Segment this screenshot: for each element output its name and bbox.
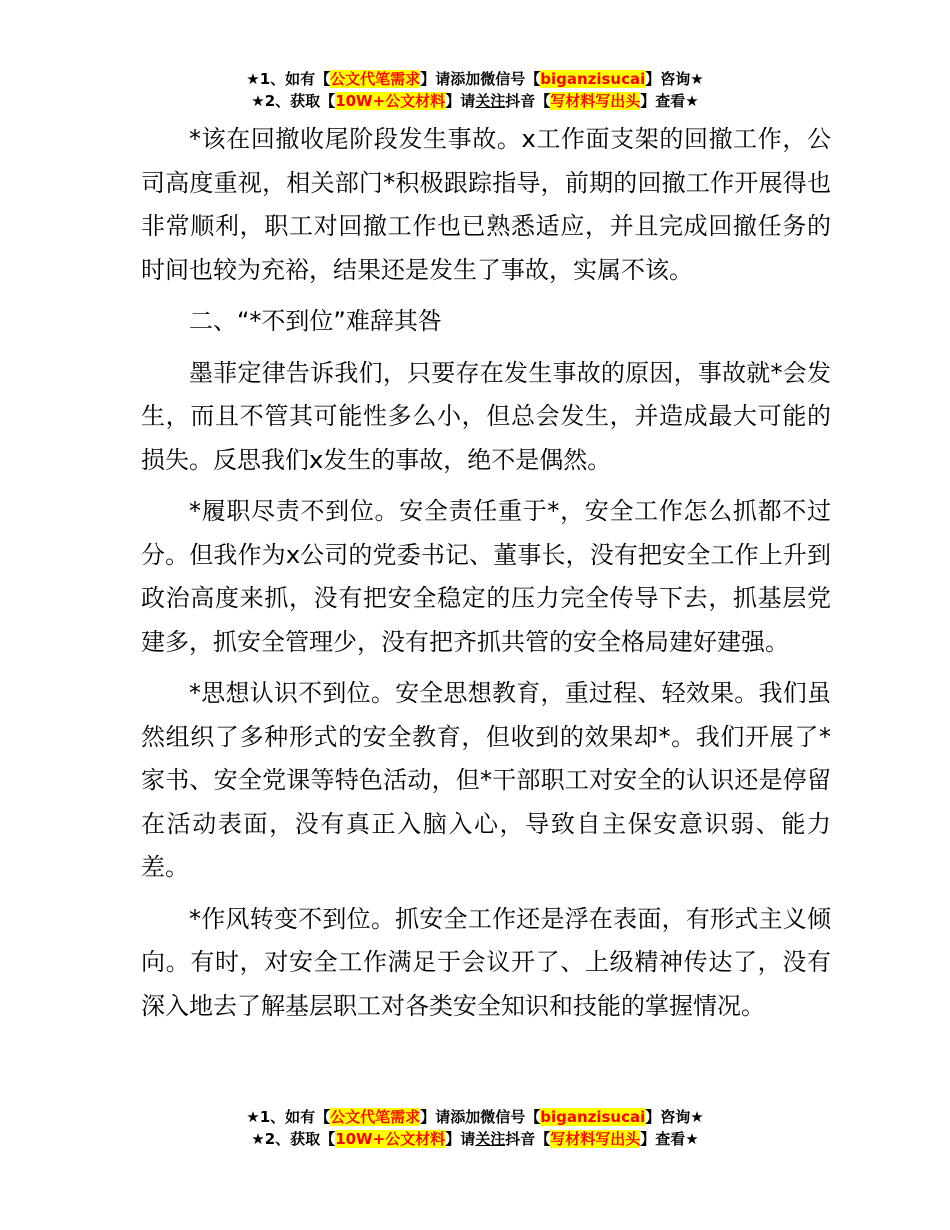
header-line2-middle1: 】请 (445, 92, 476, 110)
footer-highlight-materials: 10W+公文材料 (335, 1130, 446, 1148)
footer-highlight-ghostwriting: 公文代笔需求 (330, 1108, 421, 1126)
header-promo-line-2 (0, 90, 950, 112)
body-paragraph: *作风转变不到位。抓安全工作还是浮在表面，有形式主义倾向。有时，对安全工作满足于会议开了、上级精神传达了，没有深入地去了解基层职工对各类安全知识和技能的掌握情况。 (141, 904, 831, 1020)
header-promo-line-1 (0, 68, 950, 90)
footer-line2-middle2: 抖音【 (505, 1130, 551, 1148)
footer-line2-suffix: 】查看★ (640, 1130, 699, 1148)
footer-promo-banner (0, 1106, 950, 1150)
header-line2-middle2: 抖音【 (505, 92, 551, 110)
body-paragraph: *该在回撤收尾阶段发生事故。x工作面支架的回撤工作，公司高度重视，相关部门*积极跟踪指导，前期的回撤工作开展得也非常顺利，职工对回撤工作也已熟悉适应，并且完成回撤任务的时间也较为充裕，结果还是发生了事故，实属不该。 (141, 125, 831, 284)
header-line1-prefix: ★1、如有【 (246, 70, 331, 88)
body-paragraph: 墨菲定律告诉我们，只要存在发生事故的原因，事故就*会发生，而且不管其可能性多么小，但总会发生，并造成最大可能的损失。反思我们x发生的事故，绝不是偶然。 (141, 358, 831, 474)
body-paragraph: *思想认识不到位。安全思想教育，重过程、轻效果。我们虽然组织了多种形式的安全教育，但收到的效果却*。我们开展了*家书、安全党课等特色活动，但*干部职工对安全的认识还是停留在活动表面，没有真正入脑入心，导致自主保安意识弱、能力差。 (141, 679, 831, 881)
header-line2-prefix: ★2、获取【 (251, 92, 336, 110)
footer-highlight-douyin: 写材料写出头 (550, 1130, 641, 1148)
footer-line1-middle: 】请添加微信号【 (420, 1108, 541, 1126)
footer-line2-prefix: ★2、获取【 (251, 1130, 336, 1148)
header-underlined-follow: 关注 (475, 92, 506, 110)
footer-promo-line-1 (0, 1106, 950, 1128)
header-line2-suffix: 】查看★ (640, 92, 699, 110)
header-line1-middle: 】请添加微信号【 (420, 70, 541, 88)
footer-highlight-wechat-id: biganzisucai (540, 1108, 646, 1126)
body-paragraph: *履职尽责不到位。安全责任重于*，安全工作怎么抓都不过分。但我作为x公司的党委书记、董事长，没有把安全工作上升到政治高度来抓，没有把安全稳定的压力完全传导下去，抓基层党建多，抓安全管理少，没有把齐抓共管的安全格局建好建强。 (141, 497, 831, 656)
header-line1-suffix: 】咨询★ (645, 70, 704, 88)
footer-line2-middle1: 】请 (445, 1130, 476, 1148)
header-highlight-wechat-id: biganzisucai (540, 70, 646, 88)
footer-promo-line-2 (0, 1128, 950, 1150)
header-highlight-materials: 10W+公文材料 (335, 92, 446, 110)
header-highlight-douyin: 写材料写出头 (550, 92, 641, 110)
footer-underlined-follow: 关注 (475, 1130, 506, 1148)
section-heading: 二、“*不到位”难辞其咎 (189, 307, 442, 335)
footer-line1-suffix: 】咨询★ (645, 1108, 704, 1126)
document-body (141, 118, 831, 1036)
header-promo-banner (0, 68, 950, 112)
header-highlight-ghostwriting: 公文代笔需求 (330, 70, 421, 88)
footer-line1-prefix: ★1、如有【 (246, 1108, 331, 1126)
